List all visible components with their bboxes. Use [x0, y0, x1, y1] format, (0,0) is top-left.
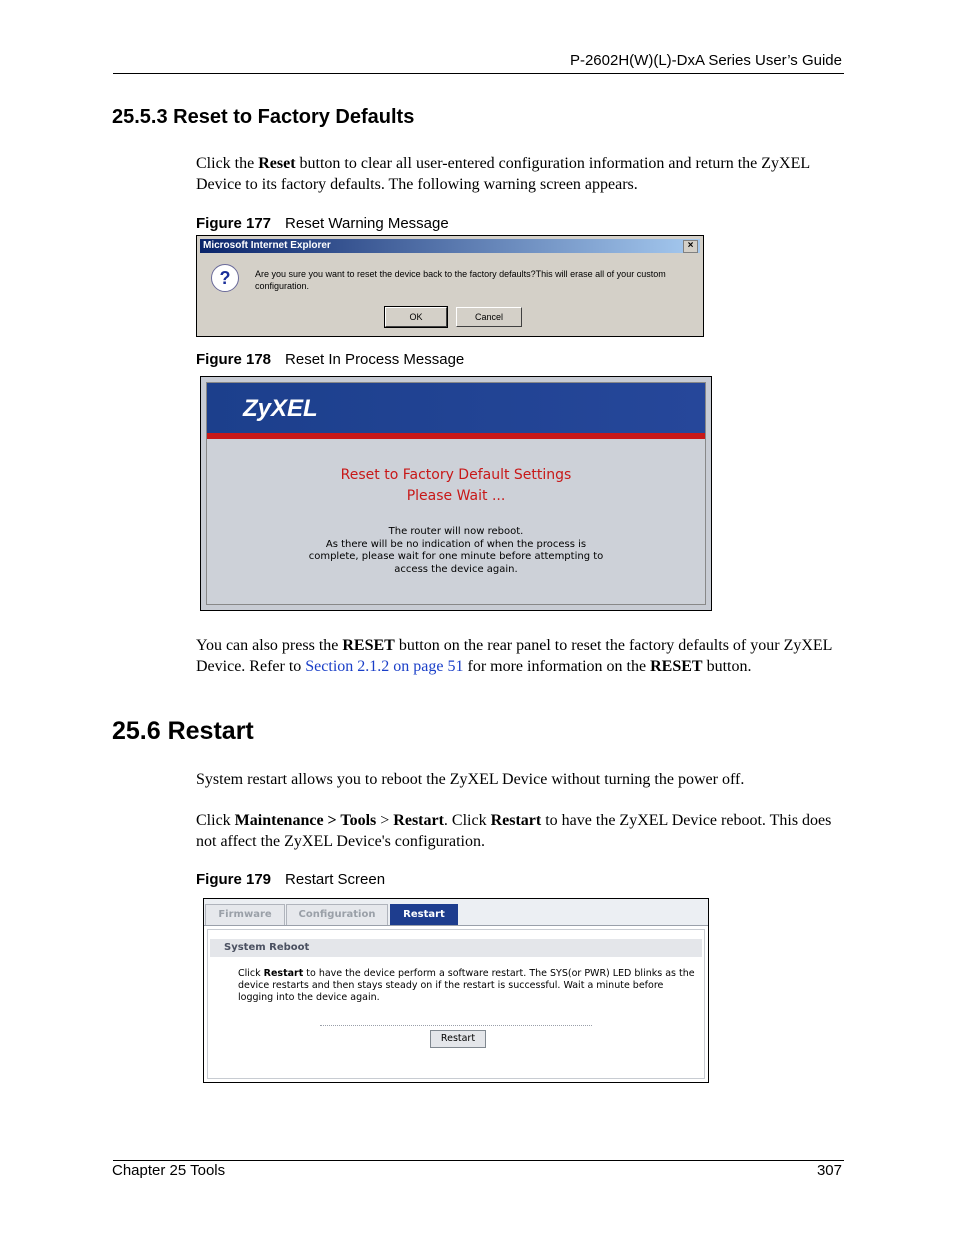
tab-configuration[interactable]: Configuration	[286, 904, 388, 925]
restart-button[interactable]: Restart	[430, 1030, 486, 1048]
section-heading-25-6: 25.6 Restart	[112, 717, 254, 745]
tab-firmware[interactable]: Firmware	[205, 904, 285, 925]
restart-screen	[203, 898, 709, 1083]
tab-bar	[204, 899, 708, 926]
dotted-divider	[320, 1025, 592, 1026]
restart-description: Click Restart to have the device perform a software restart. The SYS(or PWR) LED blinks as the device restarts and then stays steady on if the restart is successful. Wait a minute before logging into the device again.	[238, 968, 695, 1003]
section-link[interactable]: Section 2.1.2 on page 51	[305, 657, 464, 675]
reset-button-paragraph: You can also press the RESET button on the rear panel to reset the factory defaults of your ZyXEL Device. Refer to Section 2.1.2 on page 51 for more information on the RESET button.	[196, 637, 832, 675]
dialog-title-bar: Microsoft Internet Explorer ×	[200, 239, 700, 253]
section-heading-25-5-3: 25.5.3 Reset to Factory Defaults	[112, 106, 415, 128]
ok-button[interactable]: OK	[385, 307, 447, 327]
restart-panel	[207, 929, 705, 1079]
reset-status-heading: Reset to Factory Default Settings	[340, 467, 572, 483]
tab-restart[interactable]: Restart	[390, 904, 458, 925]
page-number: 307	[816, 1162, 842, 1179]
header-rule	[113, 73, 844, 74]
zyxel-logo: ZyXEL	[243, 395, 318, 422]
zyxel-banner	[207, 383, 705, 439]
footer-chapter: Chapter 25 Tools	[112, 1162, 226, 1179]
restart-intro-paragraph: System restart allows you to reboot the ZyXEL Device without turning the power off.	[196, 771, 745, 788]
question-icon: ?	[211, 264, 239, 292]
figure-177-caption: Figure 177 Reset Warning Message	[196, 215, 449, 232]
running-header: P-2602H(W)(L)-DxA Series User’s Guide	[569, 52, 842, 69]
system-reboot-header: System Reboot	[210, 939, 702, 957]
reset-intro-paragraph: Click the Reset button to clear all user-entered configuration information and return the ZyXEL Device to its factory defaults. The following warning screen appears.	[196, 155, 810, 193]
dialog-message: Are you sure you want to reset the device back to the factory defaults?This will erase all of your custom configuration.	[255, 269, 666, 291]
footer-rule	[113, 1160, 844, 1161]
figure-178-caption: Figure 178 Reset In Process Message	[196, 351, 465, 368]
restart-instructions-paragraph: Click Maintenance > Tools > Restart. Click Restart to have the ZyXEL Device reboot. This does not affect the ZyXEL Device's configuration.	[196, 812, 832, 850]
cancel-button[interactable]: Cancel	[456, 307, 522, 327]
figure-179-caption: Figure 179 Restart Screen	[196, 871, 386, 888]
reset-in-process-screen	[200, 376, 712, 611]
close-icon[interactable]: ×	[683, 240, 698, 253]
reboot-note: The router will now reboot. As there will be no indication of when the process is complete, please wait for one minute before attempting to access the device again.	[308, 526, 604, 575]
reset-warning-dialog	[196, 235, 704, 337]
please-wait-text: Please Wait ...	[406, 488, 506, 504]
